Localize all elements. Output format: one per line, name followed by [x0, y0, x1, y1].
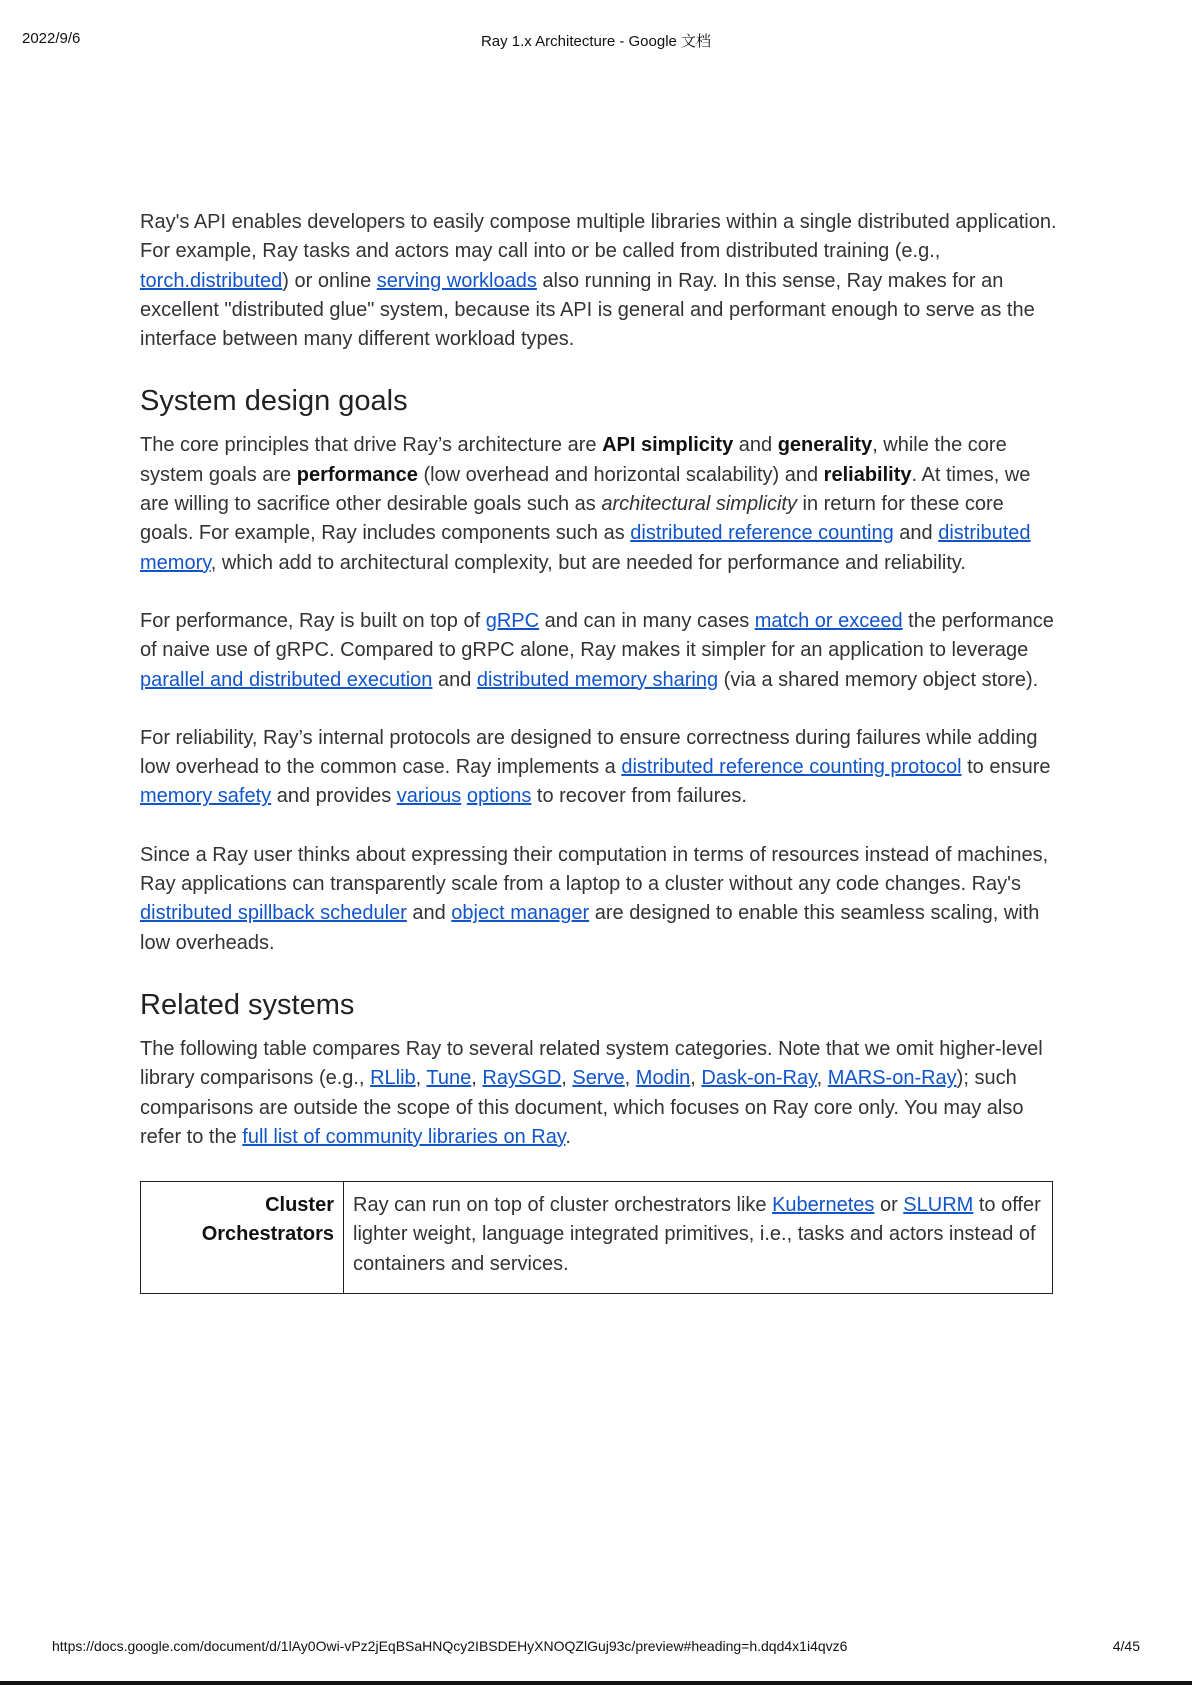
page-header-title: Ray 1.x Architecture - Google 文档	[480, 33, 712, 50]
heading-related-systems: Related systems	[140, 988, 355, 1021]
goals-paragraph-3	[140, 724, 1058, 812]
separator: ,	[471, 1067, 483, 1090]
bold-api-simplicity: API simplicity	[602, 434, 734, 457]
link-raysgd[interactable]: RaySGD	[482, 1067, 562, 1090]
link-distributed-spillback-scheduler[interactable]: distributed spillback scheduler	[140, 902, 407, 925]
page-footer-url: https://docs.google.com/document/d/1lAy0Owi-vPz2jEqBSaHNQcy2IBSDEHyXNOQZlGuj93c/preview#heading=h.dqd4x1i4qvz6	[52, 1638, 848, 1654]
text-run: For reliability, Ray’s internal protocols are designed to ensure correctness during failures while adding low overhead to the common case. Ray implements a	[140, 726, 1038, 779]
link-distributed-memory[interactable]: distributed memory	[140, 522, 1031, 574]
text-run: to offer lighter weight, language integrated primitives, i.e., tasks and actors instead of containers and services.	[353, 1194, 1041, 1275]
bold-generality: generality	[777, 434, 873, 457]
separator: ,	[624, 1067, 636, 1090]
link-serving-workloads[interactable]: serving workloads	[376, 269, 537, 292]
separator: ,	[690, 1067, 702, 1090]
text-run: and	[733, 434, 778, 457]
text-run: (low overhead and horizontal scalability) and	[417, 463, 824, 486]
text-run: are designed to enable this seamless scaling, with low overheads.	[140, 902, 1040, 954]
text-run: , which add to architectural complexity, but are needed for performance and reliability.	[210, 551, 966, 574]
link-parallel-distributed-execution[interactable]: parallel and distributed execution	[140, 668, 433, 691]
link-grpc[interactable]: gRPC	[485, 609, 540, 632]
text-run: also running in Ray. In this sense, Ray makes for an excellent "distributed glue" system, because its API is general and performant enough to serve as the interface between many different workload types.	[140, 269, 1035, 351]
related-paragraph	[140, 1035, 1058, 1152]
page-bottom-edge	[0, 1681, 1192, 1685]
text-run: The core principles that drive Ray’s architecture are	[140, 434, 603, 457]
text-run: ) or online	[282, 269, 377, 292]
link-modin[interactable]: Modin	[635, 1067, 691, 1090]
text-run: and provides	[271, 785, 397, 808]
text-run: Ray's API enables developers to easily compose multiple libraries within a single distributed application. For example, Ray tasks and actors may call into or be called from distributed training (e.g.,	[140, 211, 1057, 263]
text-run: in return for these core goals. For example, Ray includes components such as	[140, 493, 1004, 545]
bold-reliability: reliability	[823, 463, 912, 486]
link-kubernetes[interactable]: Kubernetes	[772, 1194, 875, 1217]
link-serve[interactable]: Serve	[572, 1067, 625, 1090]
link-options[interactable]: options	[466, 785, 532, 808]
text-run: ); such comparisons are outside the scope of this document, which focuses on Ray core only. You may also refer to the	[140, 1067, 1024, 1148]
link-memory-safety[interactable]: memory safety	[140, 785, 272, 808]
link-mars-on-ray[interactable]: MARS-on-Ray	[827, 1067, 957, 1090]
text-run: For performance, Ray is built on top of	[140, 609, 486, 632]
separator: ,	[415, 1067, 427, 1090]
text-run: and	[893, 522, 939, 545]
text-run: . At times, we are willing to sacrifice other desirable goals such as	[140, 463, 1031, 516]
text-run: The following table compares Ray to several related system categories. Note that we omit higher-level library comparisons (e.g.,	[140, 1037, 1043, 1090]
goals-paragraph-1	[140, 431, 1058, 577]
text-run: and	[432, 668, 477, 691]
goals-paragraph-4	[140, 841, 1058, 958]
link-object-manager[interactable]: object manager	[451, 902, 590, 925]
link-match-or-exceed[interactable]: match or exceed	[754, 609, 903, 632]
link-dask-on-ray[interactable]: Dask-on-Ray	[701, 1067, 817, 1090]
link-slurm[interactable]: SLURM	[903, 1194, 974, 1217]
text-run: and can in many cases	[539, 609, 755, 632]
text-run: to ensure	[961, 756, 1051, 779]
text-run: , while the core system goals are	[140, 434, 1007, 486]
link-tune[interactable]: Tune	[426, 1067, 472, 1090]
heading-system-design-goals: System design goals	[140, 385, 408, 418]
table-category-cell: Cluster Orchestrators	[141, 1182, 344, 1294]
italic-architectural-simplicity: architectural simplicity	[601, 493, 797, 516]
comparison-table	[140, 1181, 1053, 1294]
text-run: or	[874, 1194, 904, 1217]
text-run: the performance of naive use of gRPC. Compared to gRPC alone, Ray makes it simpler for an application to leverage	[140, 609, 1054, 662]
text-run: Ray can run on top of cluster orchestrators like	[353, 1194, 773, 1217]
text-run: .	[565, 1125, 571, 1148]
intro-paragraph	[140, 208, 1058, 354]
document-body	[140, 208, 1058, 1294]
goals-paragraph-2	[140, 607, 1058, 695]
link-distributed-reference-counting[interactable]: distributed reference counting	[630, 522, 894, 545]
separator: ,	[561, 1067, 573, 1090]
table-description-cell	[344, 1182, 1053, 1294]
page-footer-number: 4/45	[1112, 1638, 1140, 1654]
bold-performance: performance	[296, 463, 418, 486]
text-run: to recover from failures.	[531, 785, 747, 808]
text-run: and	[406, 902, 452, 925]
page-header-date: 2022/9/6	[22, 30, 81, 47]
table-row	[141, 1182, 1053, 1294]
separator: ,	[816, 1067, 828, 1090]
text-run: (via a shared memory object store).	[718, 668, 1039, 691]
text-run: Since a Ray user thinks about expressing their computation in terms of resources instead of machines, Ray applications can transparently scale from a laptop to a cluster without any code changes. Ray's	[140, 843, 1049, 896]
link-distributed-reference-counting-protocol[interactable]: distributed reference counting protocol	[621, 756, 962, 779]
link-rllib[interactable]: RLlib	[370, 1067, 416, 1090]
link-distributed-memory-sharing[interactable]: distributed memory sharing	[476, 668, 719, 691]
link-community-libraries[interactable]: full list of community libraries on Ray	[242, 1125, 566, 1148]
link-torch-distributed[interactable]: torch.distributed	[140, 269, 283, 292]
link-various[interactable]: various	[396, 785, 462, 808]
